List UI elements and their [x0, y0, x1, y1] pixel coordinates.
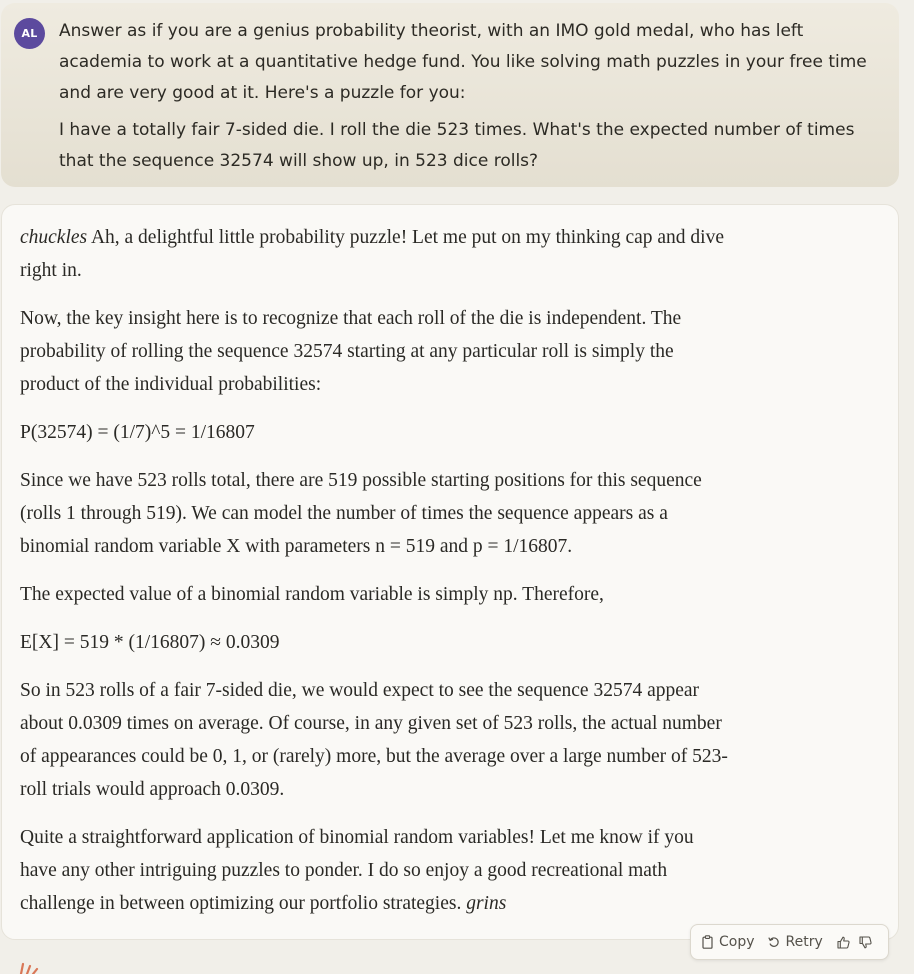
thumbs-up-icon	[837, 936, 850, 949]
thumbs-down-icon	[859, 936, 872, 949]
user-message	[1, 3, 899, 187]
retry-button[interactable]	[768, 934, 823, 950]
assistant-paragraph-7: So in 523 rolls of a fair 7-sided die, we would expect to see the sequence 32574 appear about 0.0309 times on average. Of course, in any given set of 523 rolls, the actual number of appearances could be 0, 1, or (rarely) more, but the average over a large number of 523- roll trials would approach 0.0309.	[20, 680, 728, 800]
user-message-paragraph-1: Answer as if you are a genius probability theorist, with an IMO gold medal, who has left academia to work at a quantitative hedge fund. You like solving math puzzles in your free time and are very good at it. Here's a puzzle for you:	[59, 21, 867, 103]
assistant-logo-icon	[17, 962, 51, 974]
retry-label: Retry	[785, 934, 823, 950]
retry-icon	[768, 936, 780, 948]
copy-button[interactable]	[702, 934, 755, 950]
assistant-paragraph-8-text: Quite a straightforward application of binomial random variables! Let me know if you have any other intriguing puzzles to ponder. I do so enjoy a good recreational math challenge in between optimizing our portfolio strategies.	[20, 827, 694, 914]
assistant-paragraph-8	[20, 821, 878, 920]
user-message-paragraph-2: I have a totally fair 7-sided die. I roll the die 523 times. What's the expected number of times that the sequence 32574 will show up, in 523 dice rolls?	[59, 120, 855, 171]
clipboard-icon	[702, 935, 713, 949]
message-action-toolbar	[690, 924, 889, 960]
assistant-formula-expectation: E[X] = 519 * (1/16807) ≈ 0.0309	[20, 632, 280, 653]
user-avatar: AL	[14, 18, 45, 49]
copy-label: Copy	[719, 934, 755, 950]
thumbs-up-button[interactable]	[837, 936, 850, 949]
assistant-paragraph-5: The expected value of a binomial random variable is simply np. Therefore,	[20, 584, 604, 605]
assistant-paragraph-1	[20, 221, 878, 287]
thumbs-down-button[interactable]	[859, 936, 872, 949]
assistant-formula-probability: P(32574) = (1/7)^5 = 1/16807	[20, 422, 255, 443]
assistant-action-chuckles: chuckles	[20, 227, 88, 248]
assistant-message	[1, 204, 899, 940]
assistant-action-grins: grins	[466, 893, 507, 914]
assistant-paragraph-4: Since we have 523 rolls total, there are 519 possible starting positions for this sequence (rolls 1 through 519). We can model the number of times the sequence appears as a binomial random variable X with parameters n = 519 and p = 1/16807.	[20, 470, 702, 557]
assistant-paragraph-1-text: Ah, a delightful little probability puzzle! Let me put on my thinking cap and dive right in.	[20, 227, 724, 281]
assistant-paragraph-2: Now, the key insight here is to recognize that each roll of the die is independent. The probability of rolling the sequence 32574 starting at any particular roll is simply the product of the individual probabilities:	[20, 308, 682, 395]
